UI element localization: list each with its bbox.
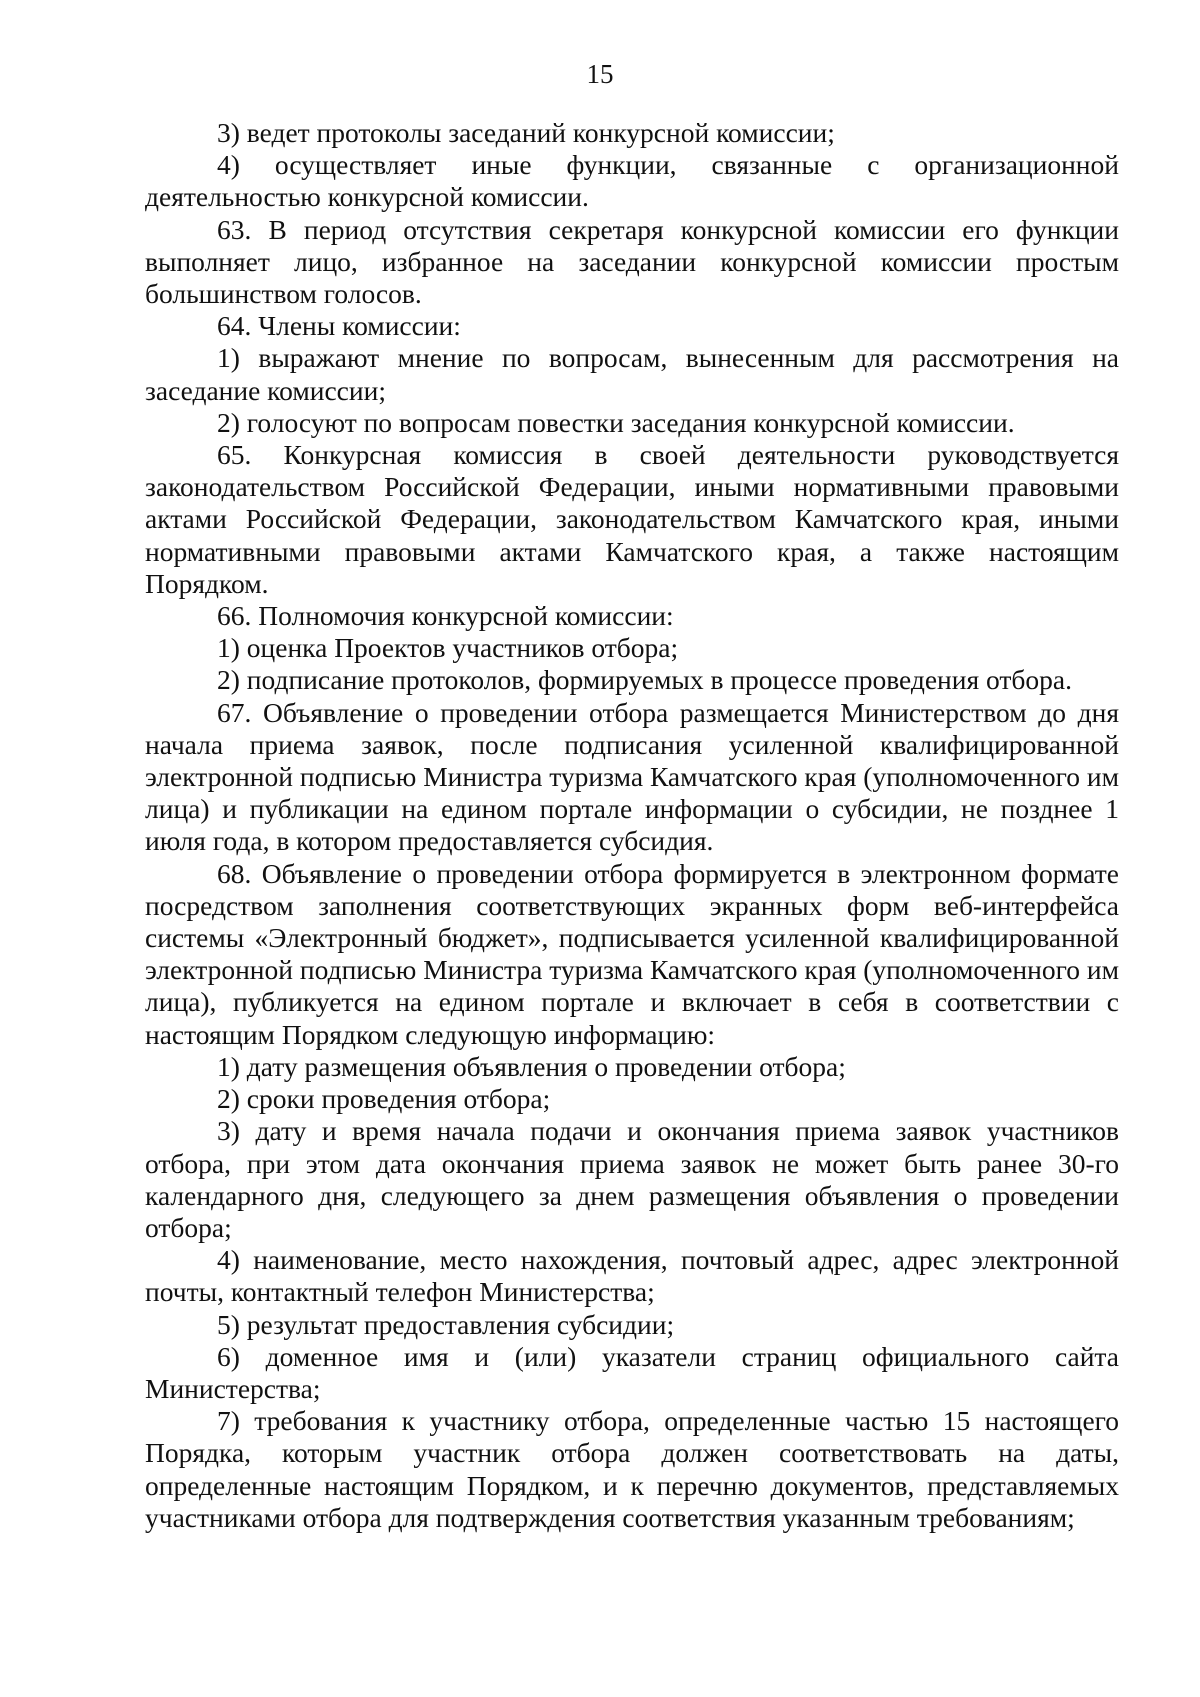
paragraph: 3) дату и время начала подачи и окончания приема заявок участников отбора, при этом дата окончания приема заявок не может быть ранее 30-го календарного дня, следующего за днем размещения объявления о проведении отбора;: [145, 1115, 1119, 1243]
paragraph: 2) сроки проведения отбора;: [217, 1083, 551, 1115]
paragraph: 7) требования к участнику отбора, определенные частью 15 настоящего Порядка, которым участник отбора должен соответствовать на даты, определенные настоящим Порядком, и к перечню документов, представляемых участниками отбора для подтверждения соответствия указанным требованиям;: [145, 1405, 1119, 1533]
paragraph: 2) голосуют по вопросам повестки заседания конкурсной комиссии.: [217, 406, 1015, 438]
paragraph: 64. Члены комиссии:: [217, 310, 461, 342]
page-number: 15: [586, 59, 614, 89]
paragraph: 6) доменное имя и (или) указатели страниц официального сайта Министерства;: [145, 1340, 1119, 1404]
document-body: [145, 117, 1119, 1534]
paragraph: 4) осуществляет иные функции, связанные с организационной деятельностью конкурсной комиссии.: [145, 149, 1119, 213]
paragraph: 67. Объявление о проведении отбора размещается Министерством до дня начала приема заявок, после подписания усиленной квалифицированной электронной подписью Министра туризма Камчатского края (уполномоченного им лица) и публикации на едином портале информации о субсидии, не позднее 1 июля года, в котором предоставляется субсидия.: [145, 696, 1119, 857]
paragraph: 2) подписание протоколов, формируемых в процессе проведения отбора.: [217, 664, 1072, 696]
paragraph: 3) ведет протоколы заседаний конкурсной комиссии;: [217, 117, 835, 148]
paragraph: 66. Полномочия конкурсной комиссии:: [217, 600, 674, 632]
paragraph: 1) оценка Проектов участников отбора;: [217, 632, 679, 664]
paragraph: 1) выражают мнение по вопросам, вынесенным для рассмотрения на заседание комиссии;: [145, 342, 1119, 406]
paragraph: 5) результат предоставления субсидии;: [217, 1308, 675, 1340]
paragraph: 4) наименование, место нахождения, почтовый адрес, адрес электронной почты, контактный телефон Министерства;: [145, 1244, 1119, 1308]
paragraph: 63. В период отсутствия секретаря конкурсной комиссии его функции выполняет лицо, избранное на заседании конкурсной комиссии простым большинством голосов.: [145, 213, 1119, 310]
paragraph: 1) дату размещения объявления о проведении отбора;: [217, 1050, 846, 1082]
paragraph: 68. Объявление о проведении отбора формируется в электронном формате посредством заполнения соответствующих экранных форм веб-интерфейса системы «Электронный бюджет», подписывается усиленной квалифицированной электронной подписью Министра туризма Камчатского края (уполномоченного им лица), публикуется на едином портале и включает в себя в соответствии с настоящим Порядком следующую информацию:: [145, 857, 1119, 1050]
paragraph: 65. Конкурсная комиссия в своей деятельности руководствуется законодательством Российской Федерации, иными нормативными правовыми актами Российской Федерации, законодательством Камчатского края, иными нормативными правовыми актами Камчатского края, а также настоящим Порядком.: [145, 439, 1119, 599]
